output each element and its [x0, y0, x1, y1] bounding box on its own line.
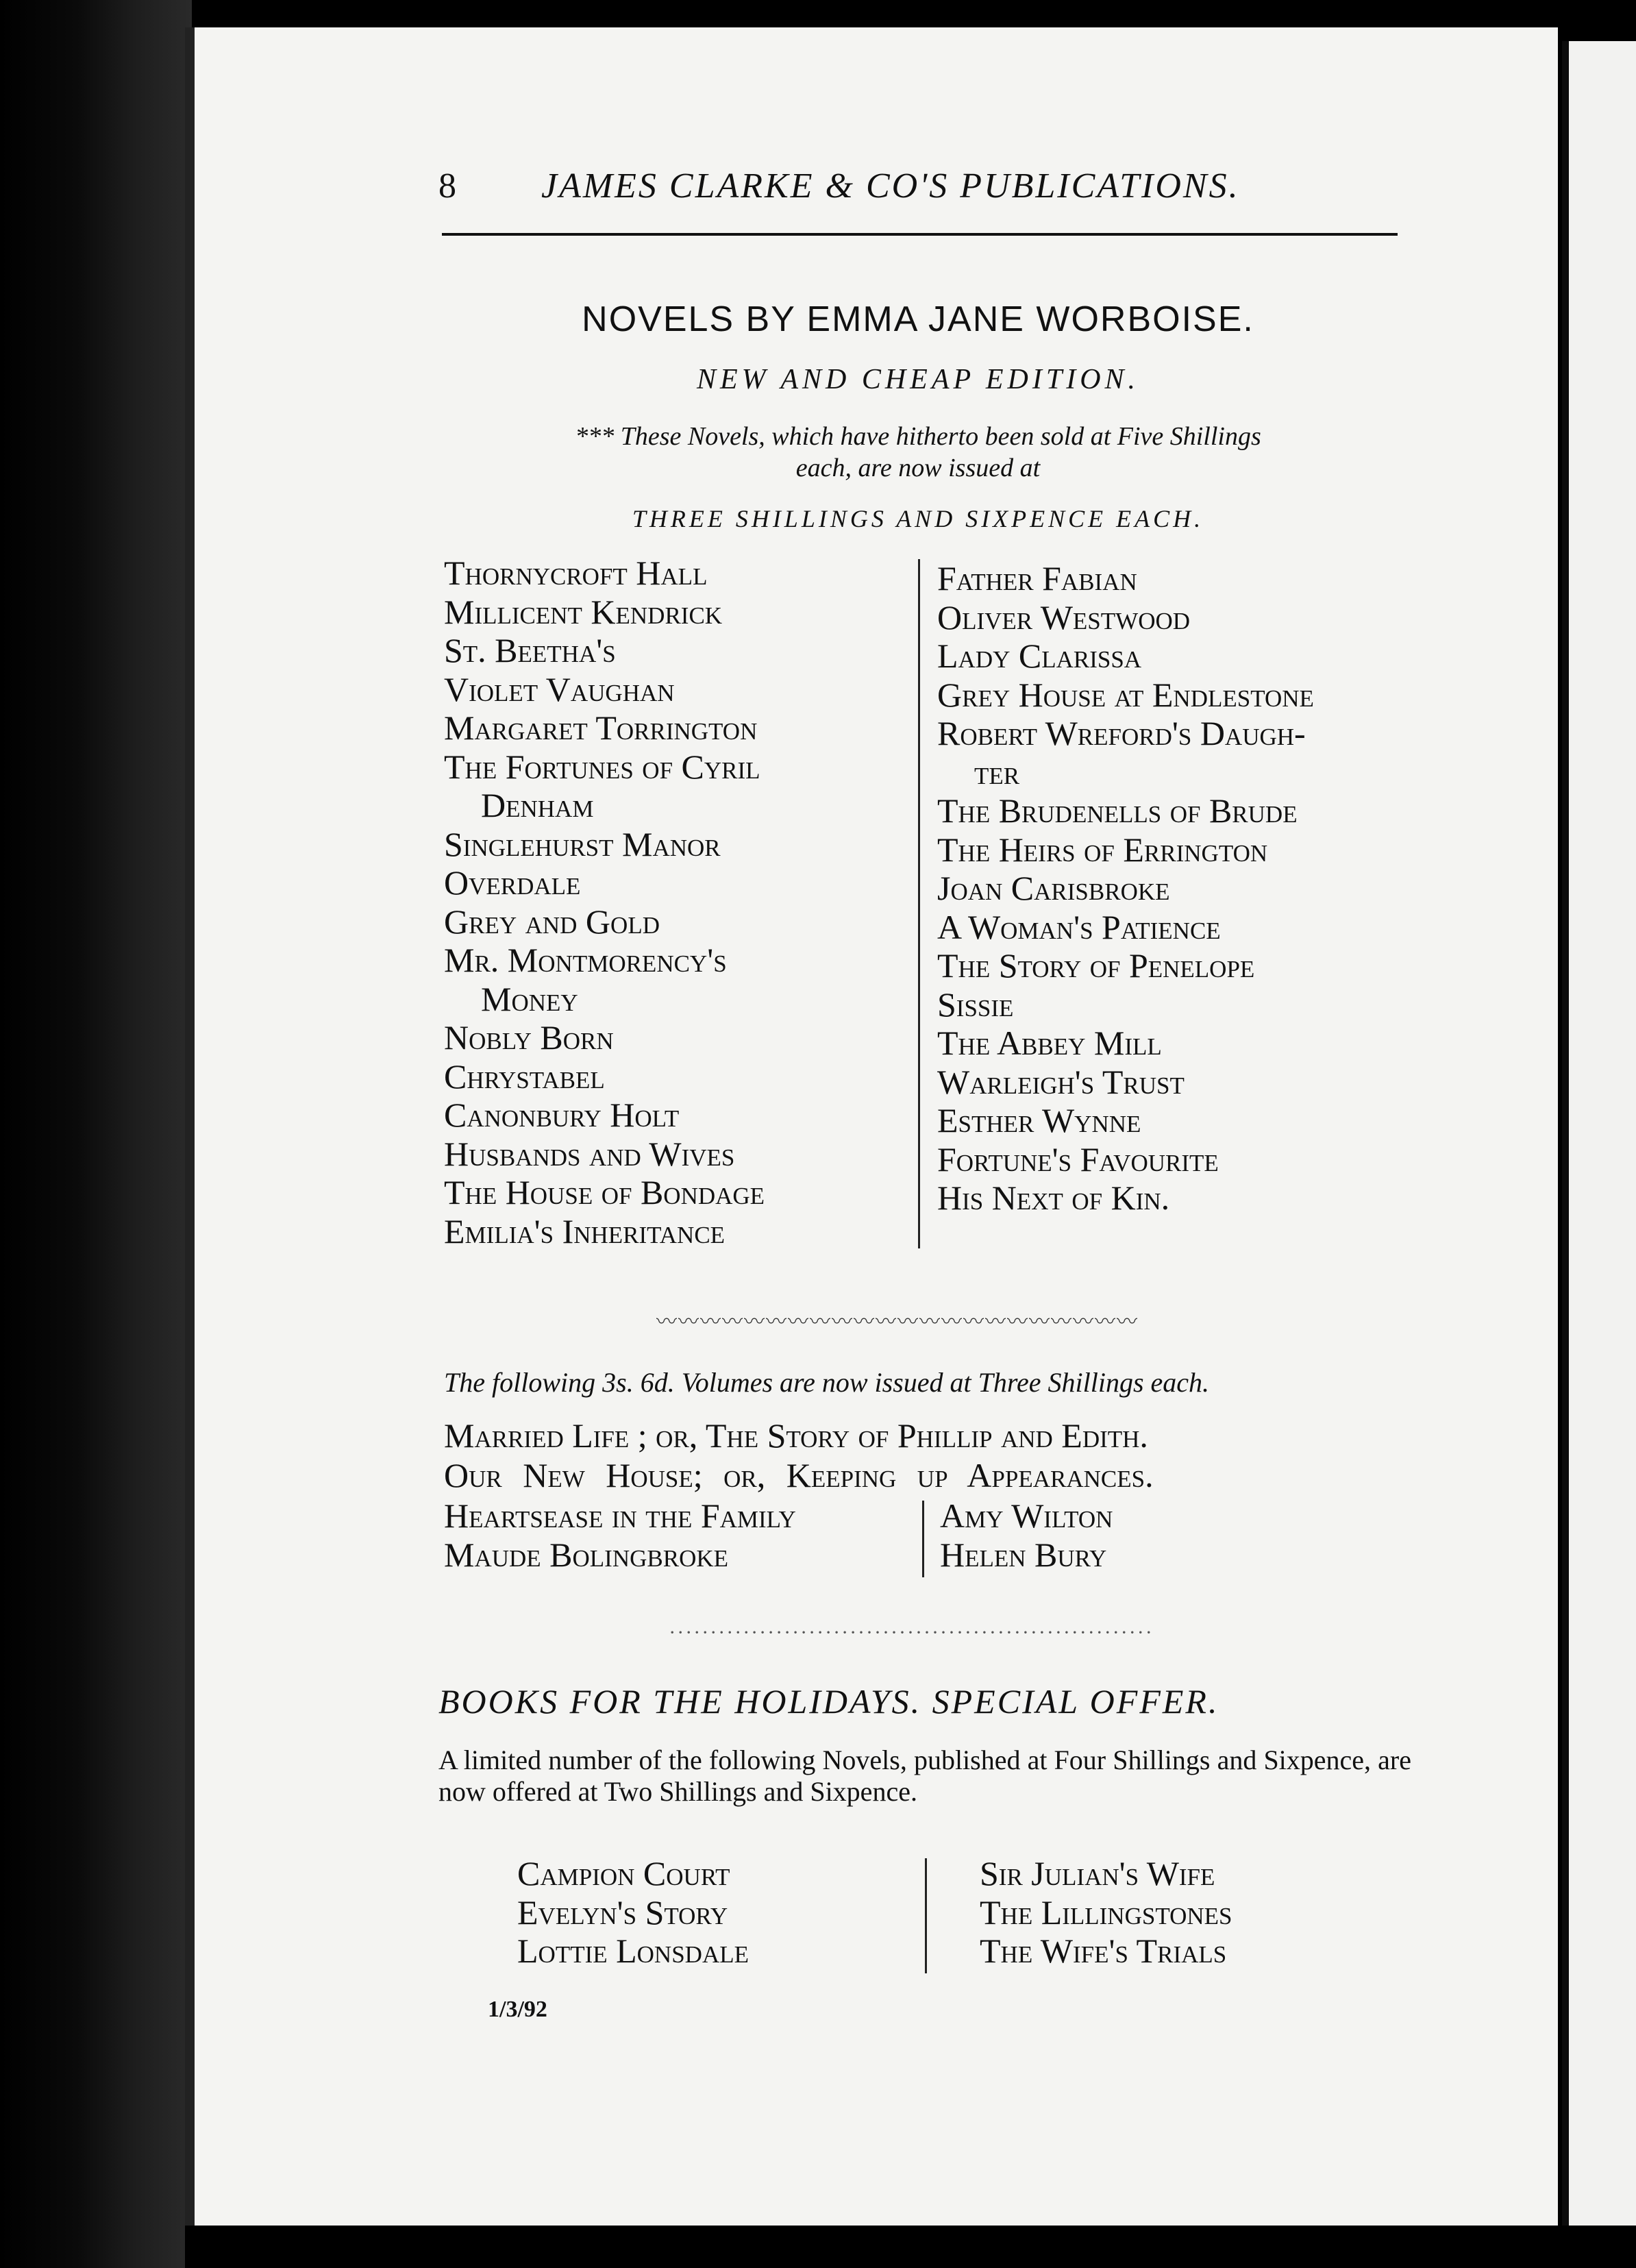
title-line-our-new-house: Our New House; or, Keeping up Appearances. [444, 1456, 1154, 1494]
novels-left-column [444, 554, 765, 1250]
list-item: Maude Bolingbroke [444, 1535, 728, 1574]
list-item: The House of Bondage [444, 1173, 765, 1211]
list-item: Mr. Montmorency's [444, 941, 727, 979]
date-stamp: 1/3/92 [488, 1997, 547, 2022]
column-divider [922, 1501, 924, 1577]
list-item: ter [974, 752, 1020, 791]
list-item: Oliver Westwood [937, 597, 1191, 637]
ornamental-divider: 〰〰〰〰〰〰〰〰〰〰〰〰〰〰〰〰〰〰〰〰〰〰 [656, 1311, 1139, 1333]
column-divider [925, 1858, 927, 1973]
list-item: His Next of Kin. [937, 1179, 1170, 1217]
reissue-right-column [940, 1496, 1113, 1574]
list-item: Campion Court [517, 1854, 730, 1893]
header-rule [442, 233, 1398, 236]
list-item: Violet Vaughan [444, 669, 675, 708]
list-item: Millicent Kendrick [444, 592, 723, 631]
reissue-left-column [444, 1496, 796, 1574]
list-item: Thornycroft Hall [444, 554, 708, 592]
page-number: 8 [438, 167, 456, 206]
list-item: Helen Bury [940, 1535, 1107, 1574]
note-line-1: *** These Novels, which have hitherto been sold at Five Shillings [575, 422, 1261, 451]
page-bottom-shadow [185, 2226, 1636, 2268]
list-item: St. Beetha's [444, 631, 616, 669]
list-item: The Brudenells of Brude [937, 791, 1298, 830]
list-item: Overdale [444, 863, 581, 902]
list-item: Lottie Lonsdale [517, 1932, 749, 1970]
list-item: Evelyn's Story [517, 1893, 728, 1932]
list-item: Warleigh's Trust [937, 1062, 1185, 1101]
list-item: Grey House at Endlestone [937, 675, 1314, 714]
list-item: Money [481, 979, 578, 1018]
list-item: Singlehurst Manor [444, 824, 721, 863]
list-item: Joan Carisbroke [937, 869, 1170, 907]
list-item: Husbands and Wives [444, 1134, 735, 1173]
list-item: Emilia's Inheritance [444, 1211, 726, 1250]
list-item: Chrystabel [444, 1057, 605, 1096]
running-title: JAMES CLARKE & CO'S PUBLICATIONS. [541, 167, 1240, 206]
list-item: Sissie [937, 985, 1014, 1024]
list-item: The Heirs of Errington [937, 830, 1268, 869]
list-item: The Fortunes of Cyril [444, 747, 760, 786]
offer-right-column [980, 1854, 1232, 1971]
offer-paragraph: A limited number of the following Novels, published at Four Shillings and Sixpence, are now offered at Two Shillings and Sixpence. [438, 1745, 1411, 1807]
list-item: A Woman's Patience [937, 907, 1221, 946]
novels-right-column [937, 559, 1314, 1218]
list-item: Esther Wynne [937, 1101, 1141, 1139]
list-item: Sir Julian's Wife [980, 1854, 1215, 1893]
list-item: Nobly Born [444, 1018, 614, 1057]
running-header [438, 166, 1398, 221]
list-item: The Story of Penelope [937, 946, 1255, 985]
list-item: The Abbey Mill [937, 1024, 1162, 1062]
list-item: The Lillingstones [980, 1893, 1232, 1932]
book-page [185, 27, 1558, 2234]
list-item: Heartsease in the Family [444, 1496, 796, 1535]
note-line-2: each, are now issued at [795, 454, 1041, 482]
price-line: THREE SHILLINGS AND SIXPENCE EACH. [632, 505, 1204, 532]
section-title-holidays: BOOKS FOR THE HOLIDAYS. SPECIAL OFFER. [438, 1682, 1219, 1721]
list-item: The Wife's Trials [980, 1932, 1227, 1970]
list-item: Fortune's Favourite [937, 1139, 1219, 1179]
list-item: Margaret Torrington [444, 708, 758, 747]
column-divider [918, 559, 920, 1248]
list-item: Lady Clarissa [937, 637, 1142, 675]
list-item: Robert Wreford's Daugh- [937, 714, 1306, 752]
book-spine [0, 0, 192, 2268]
edition-label: NEW AND CHEAP EDITION. [696, 364, 1140, 395]
list-item: Amy Wilton [940, 1496, 1113, 1535]
list-item: Denham [481, 786, 594, 824]
list-item: Grey and Gold [444, 902, 660, 941]
section-title-novels: NOVELS BY EMMA JANE WORBOISE. [582, 299, 1254, 339]
offer-left-column [517, 1854, 749, 1971]
price-note [438, 421, 1398, 484]
list-item: Canonbury Holt [444, 1096, 680, 1134]
title-line-married-life: Married Life ; or, The Story of Phillip and Edith. [444, 1416, 1148, 1455]
reissue-intro: The following 3s. 6d. Volumes are now issued at Three Shillings each. [444, 1367, 1210, 1398]
facing-page-edge [1562, 41, 1636, 2234]
list-item: Father Fabian [937, 559, 1137, 597]
ornamental-divider: ··························································· [669, 1621, 1154, 1644]
